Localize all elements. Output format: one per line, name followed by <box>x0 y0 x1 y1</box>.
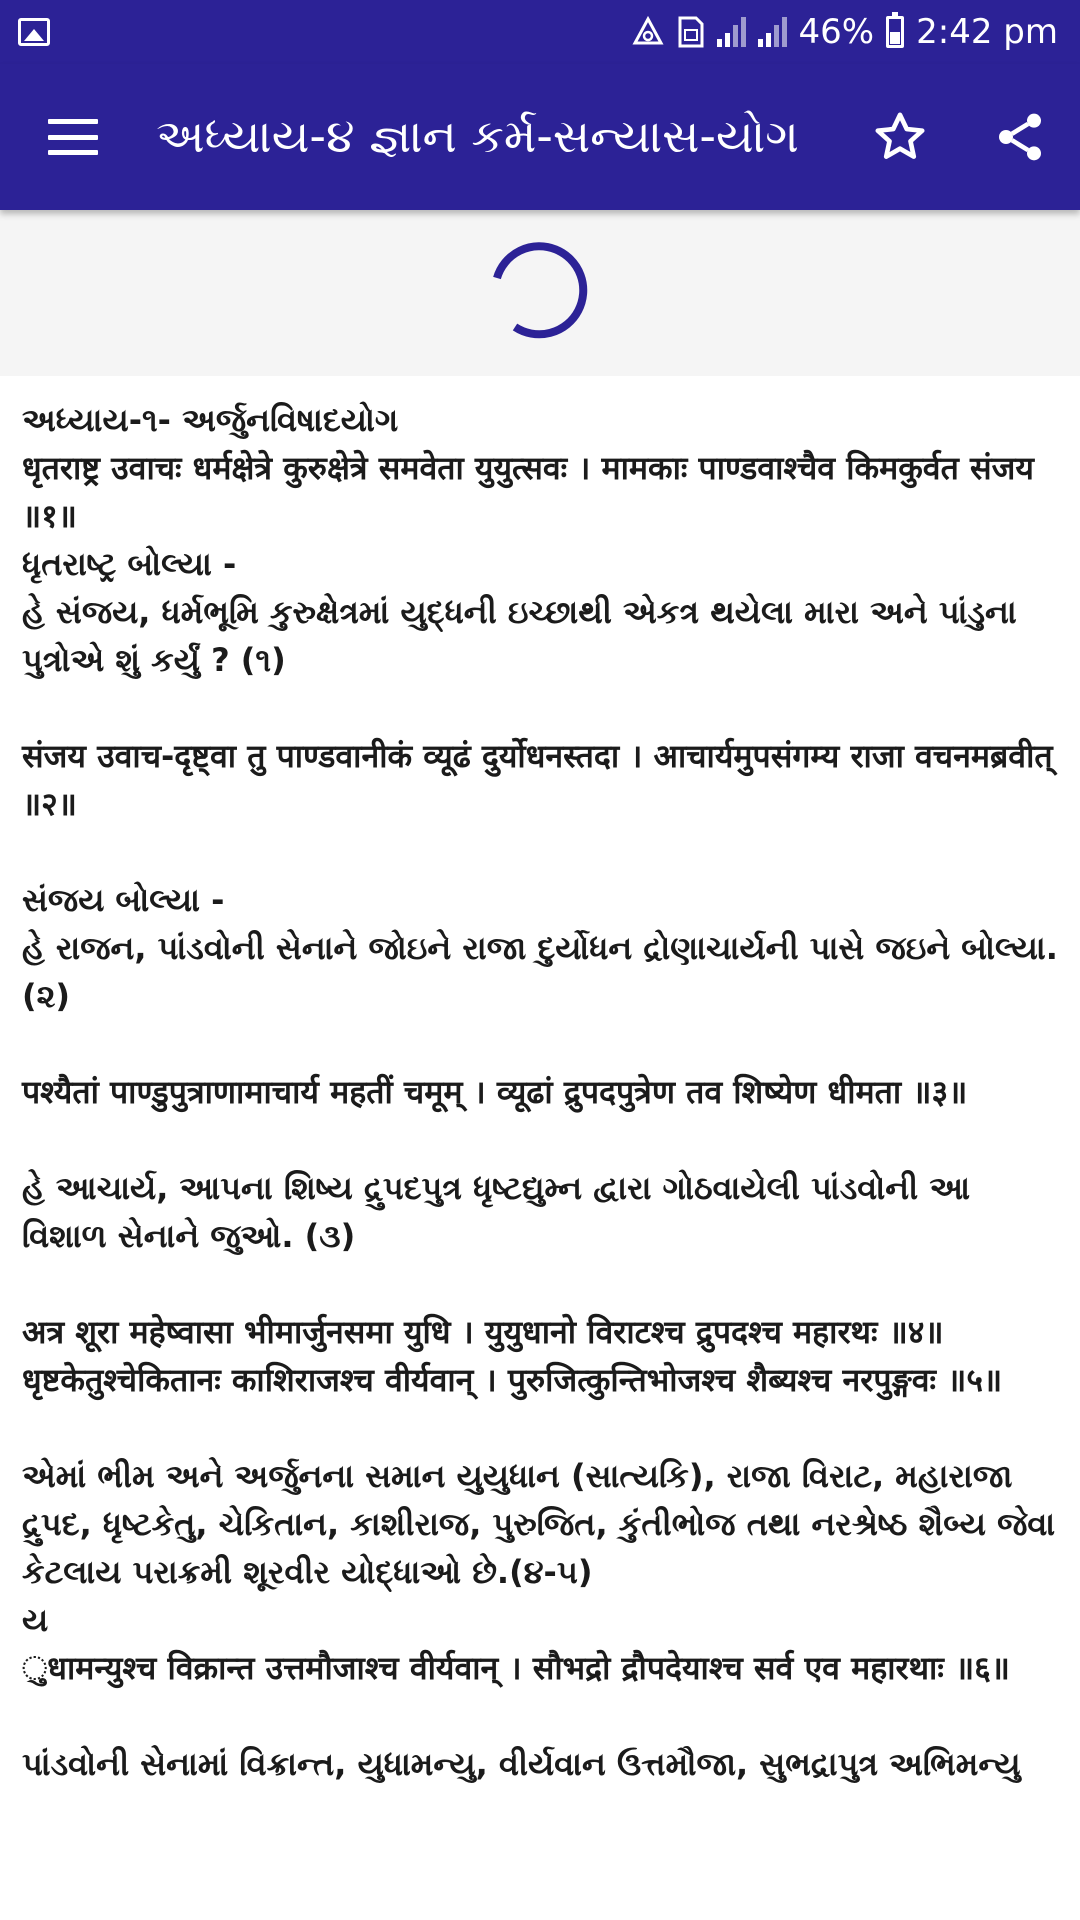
sim-card-icon <box>677 15 705 49</box>
verse-line: પાંડવોની સેનામાં વિક્રાન્ત, યુધામન્યુ, વીર્યવાન ઉત્તમૌજા, સુભદ્રાપુત્ર અભિમન્યુ <box>22 1745 1021 1783</box>
verse-line: હે આચાર્ય, આપના શિષ્ય દ્રુપદપુત્ર ધૃષ્ટદ્યુમ્ન દ્વારા ગોઠવાયેલી પાંડવોની આ વિશાળ સેનાને જુઓ. (૩) <box>22 1169 971 1255</box>
verse-line: સંજય બોલ્યા - <box>22 881 225 919</box>
verse-line: એમાં ભીમ અને અર્જુનના સમાન યુયુધાન (સાત્યકિ), રાજા વિરાટ, મહારાજા દ્રુપદ, ધૃષ્ટકેતુ, ચેકિતાન, કાશીરાજ, પુરુજિત, કુંતીભોજ તથા નરશ્રેષ્ઠ શૈબ્ય જેવા કેટલાય પરાક્રમી શૂરવીર યોદ્ધાઓ છે.(૪-૫) <box>22 1457 1056 1591</box>
loading-area <box>0 210 1080 376</box>
verse-line: હે સંજય, ધર્મભૂમિ કુરુક્ષેત્રમાં યુદ્ધની ઇચ્છાથી એકત્ર થયેલા મારા અને પાંડુના પુત્રોએ શું કર્યું ? (૧) <box>22 593 1017 679</box>
share-icon <box>992 109 1048 165</box>
signal-strength-icon-2 <box>758 17 787 47</box>
verse-line: पश्यैतां पाण्डुपुत्राणामाचार्य महतीं चमूम् । व्यूढां द्रुपदपुत्रेण तव शिष्येण धीमता ॥३॥ <box>22 1073 968 1111</box>
signal-strength-icon <box>717 17 746 47</box>
verse-line: અધ્યાય-૧- અર્જુનવિષાદયોગ <box>22 401 399 439</box>
verse-line: ય <box>22 1601 49 1639</box>
verse-paragraph <box>22 1068 1060 1116</box>
verse-paragraph <box>22 1308 1060 1404</box>
gallery-notification-icon <box>18 18 50 46</box>
verse-line: संजय उवाच-दृष्ट्वा तु पाण्डवानीकं व्यूढं दुर्योधनस्तदा । आचार्यमुपसंगम्य राजा वचनमब्रवीत् ॥२॥ <box>22 737 1053 823</box>
circular-progress-spinner-icon <box>485 236 595 350</box>
clock: 2:42 pm <box>916 12 1058 52</box>
page-title: અધ્યાય-૪ જ્ઞાન કર્મ-સન્યાસ-યોગ <box>156 109 799 163</box>
verse-line: धृतराष्ट्र उवाचः धर्मक्षेत्रे कुरुक्षेत्रे समवेता युयुत्सवः । मामकाः पाण्डवाश्चैव किमकुर्वत संजय ॥१॥ <box>22 449 1034 535</box>
hamburger-menu-icon <box>48 119 98 155</box>
verse-line: ુधामन्युश्च विक्रान्त उत्तमौजाश्च वीर्यवान् । सौभद्रो द्रौपदेयाश्च सर्व एव महारथाः ॥६॥ <box>22 1649 1010 1687</box>
verse-paragraph <box>22 396 1060 684</box>
share-button[interactable] <box>960 64 1080 210</box>
data-saver-icon <box>631 15 665 49</box>
verse-paragraph <box>22 1452 1060 1692</box>
verse-line: હે રાજન, પાંડવોની સેનાને જોઇને રાજા દુર્યોધન દ્રોણાચાર્યની પાસે જઇને બોલ્યા. (૨) <box>22 929 1058 1015</box>
favorite-button[interactable] <box>840 64 960 210</box>
battery-percent: 46% <box>798 12 875 52</box>
status-bar <box>0 0 1080 64</box>
battery-icon <box>886 16 904 48</box>
verse-paragraph <box>22 876 1060 1020</box>
menu-button[interactable] <box>0 64 146 210</box>
verse-paragraph <box>22 732 1060 828</box>
verse-line: धृष्टकेतुश्चेकितानः काशिराजश्च वीर्यवान् । पुरुजित्कुन्तिभोजश्च शैब्यश्च नरपुङ्गवः ॥५॥ <box>22 1361 1003 1399</box>
star-outline-icon <box>872 109 928 165</box>
app-bar <box>0 64 1080 210</box>
verse-paragraph <box>22 1740 1060 1788</box>
chapter-text <box>0 376 1080 1920</box>
verse-paragraph <box>22 1164 1060 1260</box>
verse-line: ધૃતરાષ્ટ્ર બોલ્યા - <box>22 545 237 583</box>
verse-line: अत्र शूरा महेष्वासा भीमार्जुनसमा युधि । युयुधानो विराटश्च द्रुपदश्च महारथः ॥४॥ <box>22 1313 944 1351</box>
